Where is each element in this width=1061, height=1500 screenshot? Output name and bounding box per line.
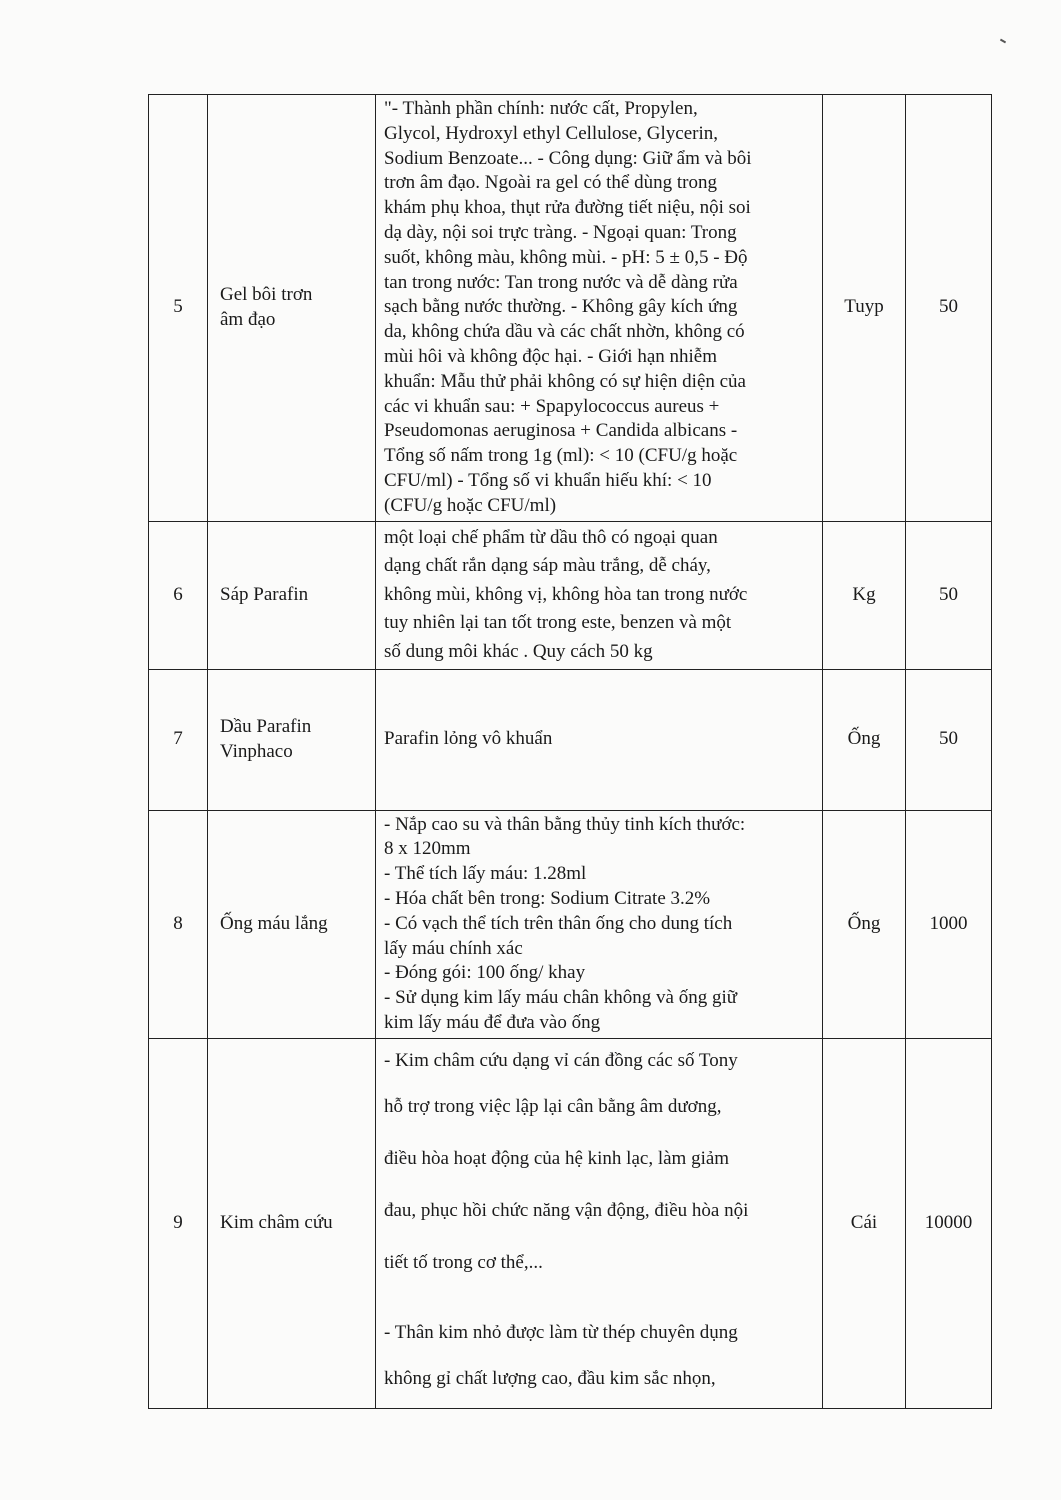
product-name bbox=[208, 95, 376, 522]
quantity-cell: 10000 bbox=[906, 1038, 992, 1408]
desc-line: điều hòa hoạt động của hệ kinh lạc, làm giảm bbox=[384, 1147, 730, 1169]
desc-line: CFU/ml) - Tổng số vi khuẩn hiếu khí: < 10 bbox=[384, 469, 712, 491]
desc-line: mùi hôi và không độc hại. - Giới hạn nhiễm bbox=[384, 345, 717, 367]
desc-line: (CFU/g hoặc CFU/ml) bbox=[384, 494, 557, 516]
desc-line: khuẩn: Mẫu thử phải không có sự hiện diện của bbox=[384, 370, 746, 392]
desc-line: "- Thành phần chính: nước cất, Propylen, bbox=[384, 98, 698, 119]
unit-cell: Ống bbox=[823, 669, 906, 810]
table-row bbox=[149, 95, 992, 522]
desc-line: tuy nhiên lại tan tốt trong este, benzen và một bbox=[384, 612, 732, 634]
desc-line: Parafin lỏng vô khuẩn bbox=[384, 728, 553, 750]
desc-line: Glycol, Hydroxyl ethyl Cellulose, Glycerin, bbox=[384, 122, 719, 144]
desc-line: đau, phục hồi chức năng vận động, điều hòa nội bbox=[384, 1199, 749, 1221]
desc-line: không gỉ chất lượng cao, đầu kim sắc nhọn, bbox=[384, 1367, 716, 1389]
name-line: âm đạo bbox=[220, 308, 276, 330]
product-name bbox=[208, 810, 376, 1038]
desc-line: tiết tố trong cơ thể,... bbox=[384, 1251, 543, 1273]
name-line: Gel bôi trơn bbox=[220, 283, 313, 305]
product-spec-table bbox=[148, 94, 992, 1409]
product-name bbox=[208, 521, 376, 669]
desc-line: số dung môi khác . Quy cách 50 kg bbox=[384, 640, 653, 662]
desc-line: suốt, không màu, không mùi. - pH: 5 ± 0,5 - Độ bbox=[384, 246, 748, 268]
desc-line: da, không chứa dầu và các chất nhờn, không có bbox=[384, 321, 745, 343]
product-name bbox=[208, 669, 376, 810]
product-description bbox=[376, 669, 823, 810]
table-row bbox=[149, 521, 992, 669]
desc-line: Pseudomonas aeruginosa + Candida albicans - bbox=[384, 420, 738, 442]
desc-line: khám phụ khoa, thụt rửa đường tiết niệu, nội soi bbox=[384, 197, 751, 219]
desc-line: Sodium Benzoate... - Công dụng: Giữ ẩm và bôi bbox=[384, 147, 752, 169]
quantity-cell: 50 bbox=[906, 521, 992, 669]
desc-line: các vi khuẩn sau: + Spapylococcus aureus + bbox=[384, 395, 720, 417]
table-row bbox=[149, 1038, 992, 1408]
unit-cell: Ống bbox=[823, 810, 906, 1038]
unit-cell: Kg bbox=[823, 521, 906, 669]
desc-line: - Sử dụng kim lấy máu chân không và ống giữ bbox=[384, 987, 738, 1009]
product-description bbox=[376, 810, 823, 1038]
desc-line: hỗ trợ trong việc lập lại cân bằng âm dương, bbox=[384, 1095, 722, 1117]
scan-speck bbox=[1000, 39, 1006, 44]
desc-line: lấy máu chính xác bbox=[384, 937, 523, 959]
row-number: 6 bbox=[149, 521, 208, 669]
name-line: Vinphaco bbox=[220, 740, 293, 762]
desc-line: tan trong nước: Tan trong nước và dễ dàng rửa bbox=[384, 271, 738, 293]
row-number: 5 bbox=[149, 95, 208, 522]
desc-line: dạ dày, nội soi trực tràng. - Ngoại quan: Trong bbox=[384, 221, 737, 243]
unit-cell: Tuyp bbox=[823, 95, 906, 522]
paragraph-gap bbox=[384, 1289, 814, 1313]
desc-line: trơn âm đạo. Ngoài ra gel có thể dùng trong bbox=[384, 172, 717, 194]
desc-line: 8 x 120mm bbox=[384, 838, 471, 860]
name-line: Sáp Parafin bbox=[220, 583, 309, 605]
product-name bbox=[208, 1038, 376, 1408]
product-description bbox=[376, 1038, 823, 1408]
unit-cell: Cái bbox=[823, 1038, 906, 1408]
desc-line: - Kim châm cứu dạng vỉ cán đồng các số Tony bbox=[384, 1049, 738, 1071]
quantity-cell: 50 bbox=[906, 95, 992, 522]
desc-line: - Thân kim nhỏ được làm từ thép chuyên dụng bbox=[384, 1321, 738, 1343]
row-number: 7 bbox=[149, 669, 208, 810]
table-row bbox=[149, 810, 992, 1038]
name-line: Kim châm cứu bbox=[220, 1211, 333, 1233]
desc-line: dạng chất rắn dạng sáp màu trắng, dễ cháy, bbox=[384, 555, 711, 577]
desc-line: một loại chế phẩm từ dầu thô có ngoại quan bbox=[384, 526, 718, 548]
desc-line: Tổng số nấm trong 1g (ml): < 10 (CFU/g hoặc bbox=[384, 445, 738, 467]
quantity-cell: 1000 bbox=[906, 810, 992, 1038]
desc-line: kim lấy máu để đưa vào ống bbox=[384, 1011, 601, 1033]
product-description bbox=[376, 521, 823, 669]
desc-line: không mùi, không vị, không hòa tan trong nước bbox=[384, 583, 748, 605]
desc-line: - Hóa chất bên trong: Sodium Citrate 3.2% bbox=[384, 887, 711, 909]
row-number: 8 bbox=[149, 810, 208, 1038]
desc-line: - Có vạch thể tích trên thân ống cho dung tích bbox=[384, 912, 733, 934]
product-description bbox=[376, 95, 823, 522]
desc-line: - Nắp cao su và thân bằng thủy tinh kích thước: bbox=[384, 813, 746, 835]
table-row bbox=[149, 669, 992, 810]
name-line: Dầu Parafin bbox=[220, 715, 312, 737]
name-line: Ống máu lắng bbox=[220, 912, 328, 934]
desc-line: - Đóng gói: 100 ống/ khay bbox=[384, 962, 586, 984]
row-number: 9 bbox=[149, 1038, 208, 1408]
desc-line: sạch bằng nước thường. - Không gây kích ứng bbox=[384, 296, 738, 318]
desc-line: - Thể tích lấy máu: 1.28ml bbox=[384, 863, 587, 885]
quantity-cell: 50 bbox=[906, 669, 992, 810]
